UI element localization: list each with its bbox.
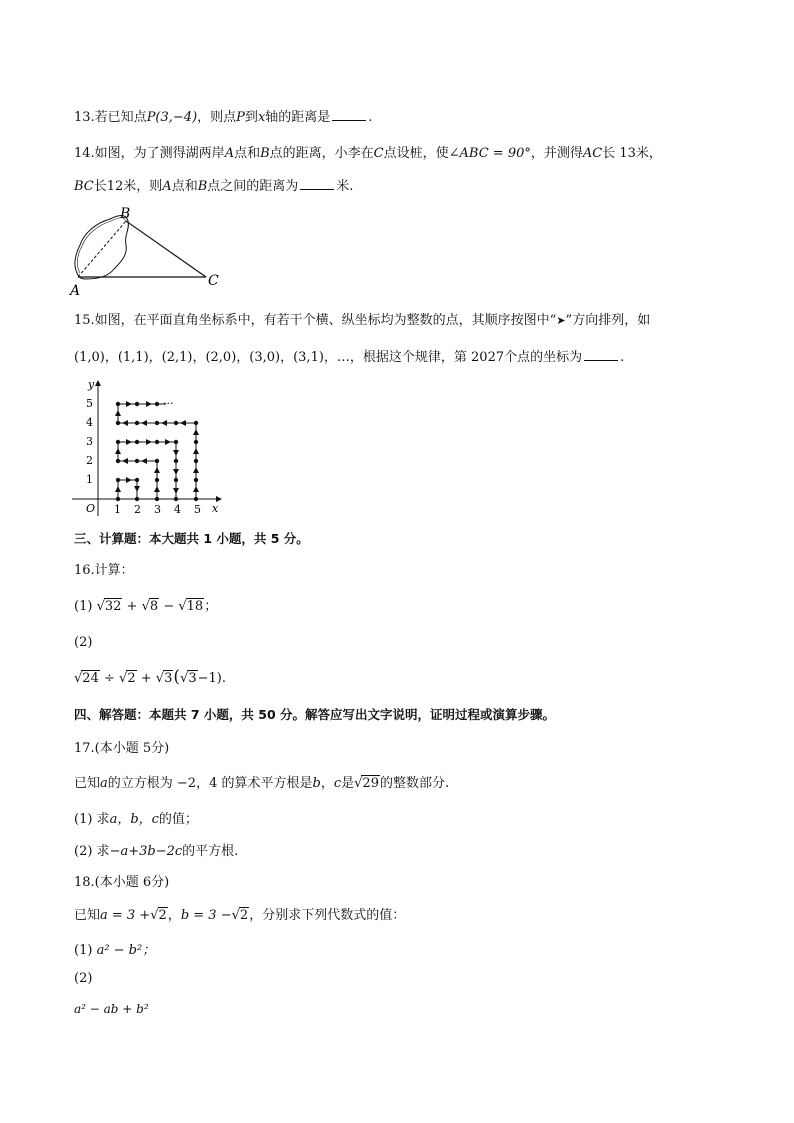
x-tick-2: 2 xyxy=(134,503,141,516)
q18-statement xyxy=(74,907,405,925)
q16-part2-label: (2) xyxy=(74,635,93,650)
sqrt-icon: √ xyxy=(74,671,83,686)
q14-text: 米. xyxy=(336,179,354,194)
text: 已知 xyxy=(74,776,101,791)
radicand: 8 xyxy=(149,599,159,614)
q13-mid2: 到 xyxy=(244,110,258,125)
answer-blank xyxy=(332,108,366,121)
sqrt-icon: √ xyxy=(231,908,240,923)
text: ， xyxy=(167,908,181,923)
radicand: 2 xyxy=(239,908,249,923)
y-tick-2: 2 xyxy=(86,454,93,467)
q17-part1 xyxy=(74,811,198,829)
q15-text: . xyxy=(620,350,625,365)
q14-text: ，并测得 xyxy=(530,146,583,161)
sqrt-icon: √ xyxy=(119,671,128,686)
radicand: 18 xyxy=(186,599,204,614)
question-14-line2 xyxy=(74,177,353,196)
label-a: A xyxy=(70,283,81,297)
y-tick-4: 4 xyxy=(86,416,93,429)
sqrt-icon: √ xyxy=(141,599,150,614)
label-c: C xyxy=(208,273,219,289)
q13-point: P(3,−4) xyxy=(146,110,198,125)
q13-end: . xyxy=(368,110,373,125)
part-label: (1) xyxy=(74,599,93,614)
segment-ab xyxy=(78,221,126,277)
q18-part2-label: (2) xyxy=(74,971,93,986)
q14-text: 点的距离，小李在 xyxy=(269,146,374,161)
text: 的立方根为 −2，4 的算术平方根是 xyxy=(107,776,313,791)
radicand: 2 xyxy=(127,671,136,686)
x-tick-4: 4 xyxy=(174,503,181,516)
q15-text: ”方向排列，如 xyxy=(565,313,651,328)
q14-ac: AC xyxy=(582,146,603,161)
q18-part1 xyxy=(74,942,155,960)
sqrt-icon: √ xyxy=(178,599,187,614)
q18-part2: a² − ab + b² xyxy=(74,1002,149,1016)
q14-text: 点设桩，使 xyxy=(383,146,449,161)
question-15-line2 xyxy=(74,348,624,367)
q16-part1 xyxy=(74,598,217,616)
point-path xyxy=(118,404,196,499)
x-tick-1: 1 xyxy=(114,503,121,516)
origin-label: O xyxy=(86,502,96,515)
q13-mid: ，则点 xyxy=(197,110,237,125)
q14-text: 点和 xyxy=(234,146,261,161)
radicand: 29 xyxy=(362,776,379,791)
q14-b: B xyxy=(197,179,208,194)
question-15-line1 xyxy=(74,312,650,330)
text: 已知 xyxy=(74,908,101,923)
arrow-icon: ➤ xyxy=(556,314,566,327)
y-tick-1: 1 xyxy=(86,473,93,486)
q14-text: 点和 xyxy=(171,179,198,194)
expression: a² − b²； xyxy=(96,943,156,958)
operator: + xyxy=(140,671,152,686)
q18-title: 18.(本小题 6分) xyxy=(74,875,170,890)
sqrt-icon: √ xyxy=(96,599,105,614)
operator: − xyxy=(163,599,175,614)
segment-bc xyxy=(126,221,206,277)
text: (2) 求 xyxy=(74,844,110,859)
text: ，分别求下列代数式的值： xyxy=(249,908,406,923)
q17-title: 17.(本小题 5分) xyxy=(74,741,170,756)
y-tick-3: 3 xyxy=(86,435,93,448)
sqrt-icon: √ xyxy=(155,671,165,686)
vars: a，b，c xyxy=(109,812,159,827)
question-14-line1 xyxy=(74,145,662,163)
q14-b: B xyxy=(260,146,270,161)
var-b: b xyxy=(312,776,321,791)
radicand: 24 xyxy=(82,671,99,686)
y-axis-arrow-icon xyxy=(95,380,101,386)
q13-p: P xyxy=(236,110,245,125)
text: (1) 求 xyxy=(74,812,110,827)
text: 是 xyxy=(341,776,355,791)
operator: ÷ xyxy=(103,671,115,686)
sqrt-icon: √ xyxy=(354,776,363,791)
q16-part2 xyxy=(74,668,226,688)
q14-c: C xyxy=(373,146,384,161)
operator: + xyxy=(126,599,138,614)
ellipsis: ··· xyxy=(163,397,174,410)
q17-statement xyxy=(74,775,449,793)
y-axis-label: y xyxy=(88,378,95,391)
x-tick-3: 3 xyxy=(154,503,161,516)
label-b: B xyxy=(120,206,131,222)
lake-figure xyxy=(68,205,228,297)
q15-text: 15.如图，在平面直角坐标系中，有若干个横、纵坐标均为整数的点，其顺序按图中“ xyxy=(74,313,557,328)
q14-text: 点之间的距离为 xyxy=(207,179,299,194)
y-tick-5: 5 xyxy=(86,397,93,410)
q14-text: 长 13米， xyxy=(602,146,662,161)
q14-a: A xyxy=(162,179,172,194)
q13-suffix: 轴的距离是 xyxy=(265,110,331,125)
sqrt-icon: √ xyxy=(150,908,159,923)
q17-part2 xyxy=(74,843,238,861)
x-axis-label: x xyxy=(212,502,219,515)
text: 的值； xyxy=(158,812,198,827)
text: 的整数部分. xyxy=(379,776,450,791)
var-a: a xyxy=(100,776,108,791)
paren: ( xyxy=(173,667,181,687)
q14-a: A xyxy=(224,146,235,161)
q14-angle: ∠ABC = 90° xyxy=(448,146,531,161)
radicand: 32 xyxy=(104,599,122,614)
q14-text: 长12米，则 xyxy=(93,179,163,194)
part-label: (1) xyxy=(74,943,93,958)
text: ， xyxy=(320,776,334,791)
coordinate-figure xyxy=(66,378,226,518)
question-13 xyxy=(74,108,372,127)
x-tick-5: 5 xyxy=(194,503,201,516)
section-4-heading: 四、解答题：本题共 7 小题，共 50 分。解答应写出文字说明，证明过程或演算步骤。 xyxy=(74,707,556,722)
q16-title: 16.计算： xyxy=(74,563,134,578)
radicand: 3 xyxy=(188,671,197,686)
q15-points: (1,0)，(1,1)，(2,1)，(2,0)，(3,0)，(3,1)，…，根据这个规律，第 2027个点的坐标为 xyxy=(74,350,583,365)
b-equation: b = 3 − xyxy=(180,908,232,923)
punct: ； xyxy=(204,599,218,614)
sqrt-icon: √ xyxy=(180,671,189,686)
expr-tail: −1). xyxy=(197,671,226,686)
a-equation: a = 3 + xyxy=(100,908,151,923)
answer-blank xyxy=(300,177,334,190)
section-3-heading: 三、计算题：本大题共 1 小题，共 5 分。 xyxy=(74,531,309,546)
var-c: c xyxy=(333,776,342,791)
q14-bc: BC xyxy=(74,179,94,194)
q13-prefix: 13.若已知点 xyxy=(74,110,147,125)
answer-blank xyxy=(584,348,618,361)
text: 的平方根. xyxy=(182,844,239,859)
q14-text: 14.如图，为了测得湖两岸 xyxy=(74,146,225,161)
q13-x: x xyxy=(257,110,266,125)
expression: −a+3b−2c xyxy=(109,844,183,859)
radicand: 3 xyxy=(164,671,173,686)
radicand: 2 xyxy=(158,908,167,923)
